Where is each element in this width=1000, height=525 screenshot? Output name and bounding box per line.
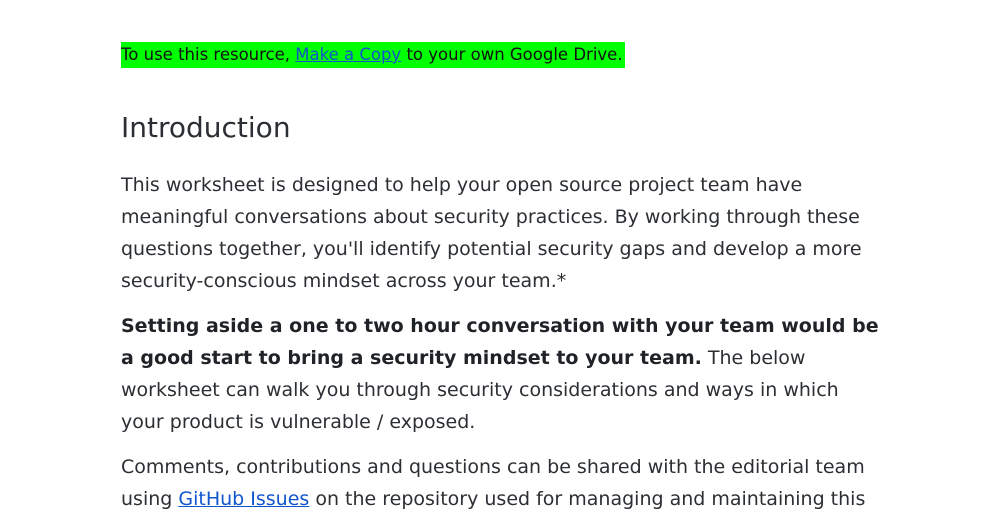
contributions-suffix-text: on the repository used for managing and maintaining this (309, 488, 866, 510)
copy-notice-suffix: to your own Google Drive. (401, 45, 623, 64)
time-commitment-bold-text: Setting aside a one to two hour conversation with your team would be a good start to bring a security mindset to your team. (121, 315, 879, 369)
intro-paragraph: This worksheet is designed to help your open source project team have meaningful conversations about security practices. By working through these questions together, you'll identify potential security gaps and develop a more security-conscious mindset across your team.* (121, 174, 862, 292)
github-issues-link[interactable]: GitHub Issues (178, 488, 310, 510)
copy-notice-prefix: To use this resource, (121, 45, 296, 64)
contributions-prefix-text: Comments, contributions and questions can be shared with the editorial team using (121, 456, 865, 510)
contributions-paragraph (121, 451, 881, 515)
document-body (121, 42, 881, 515)
make-a-copy-link[interactable]: Make a Copy (295, 45, 402, 64)
copy-notice-highlight (121, 42, 625, 68)
time-commitment-rest-text: The below worksheet can walk you through security considerations and ways in which your product is vulnerable / exposed. (121, 347, 839, 433)
section-heading-introduction: Introduction (121, 111, 291, 144)
time-commitment-paragraph (121, 310, 881, 438)
